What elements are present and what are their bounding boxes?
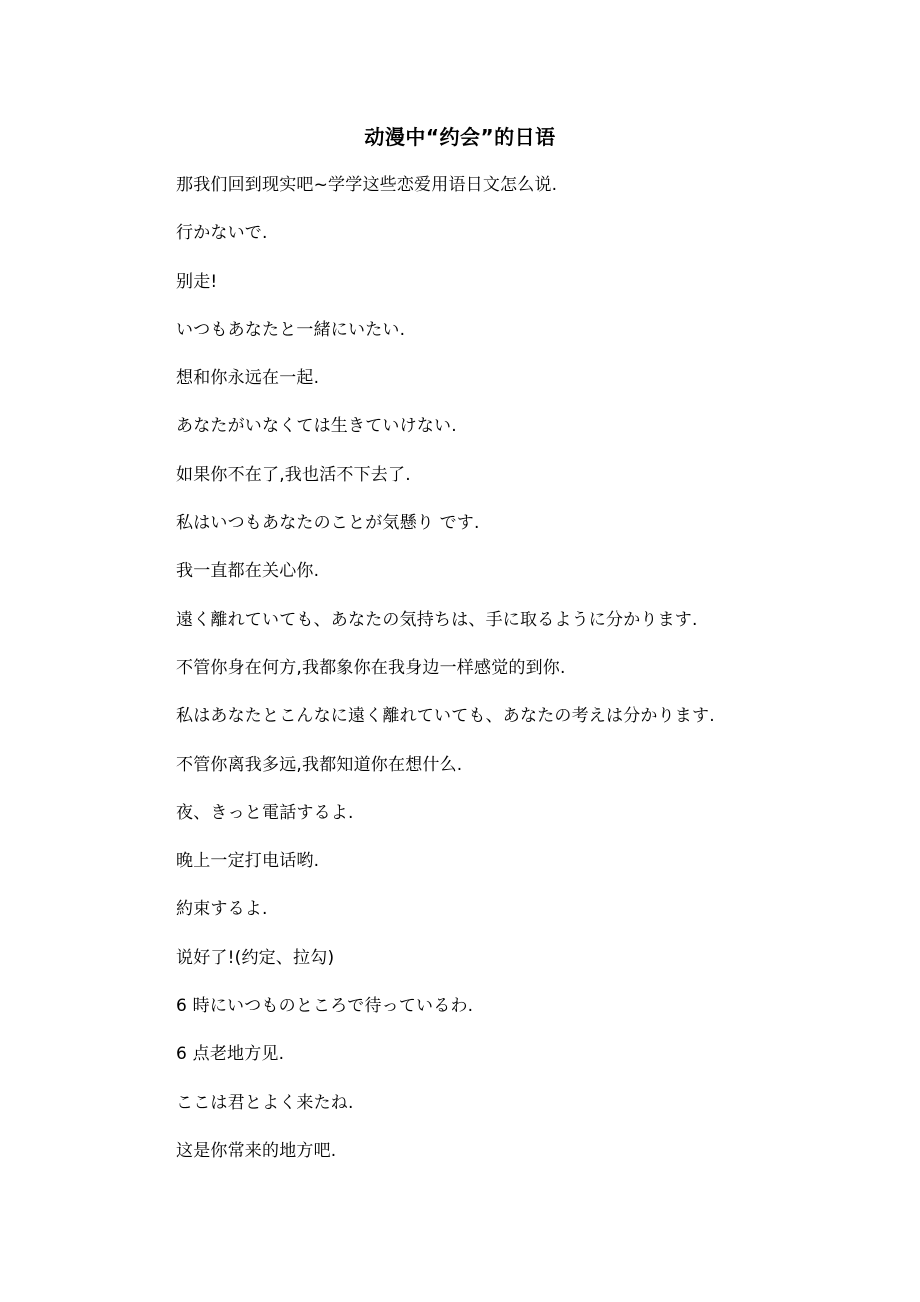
text-line: 这是你常来的地方吧.: [176, 1140, 337, 1161]
text-line: 行かないで.: [176, 223, 268, 244]
phrase-list: [176, 172, 876, 1186]
text-line: 私はいつもあなたのことが気懸り です.: [176, 513, 480, 534]
text-line: 6 時にいつものところで待っているわ.: [176, 996, 474, 1017]
text-line: 遠く離れていても、あなたの気持ちは、手に取るように分かります.: [176, 609, 698, 630]
text-line: 我一直都在关心你.: [176, 561, 320, 582]
text-line: 不管你身在何方,我都象你在我身边一样感觉的到你.: [176, 657, 566, 678]
text-line: 说好了!(约定、拉勾): [176, 947, 335, 968]
text-line: 不管你离我多远,我都知道你在想什么.: [176, 754, 463, 775]
text-line: 私はあなたとこんなに遠く離れていても、あなたの考えは分かります.: [176, 706, 715, 727]
text-line: いつもあなたと一緒にいたい.: [176, 319, 406, 340]
text-line: 那我们回到现实吧~学学这些恋爱用语日文怎么说.: [176, 175, 558, 195]
text-line: 别走!: [176, 271, 218, 292]
text-line: 約束するよ.: [176, 899, 268, 920]
text-line: ここは君とよく来たね.: [176, 1092, 354, 1113]
text-line: 6 点老地方见.: [176, 1044, 285, 1065]
text-line: 想和你永远在一起.: [176, 368, 320, 389]
document-title: 动漫中“约会”的日语: [364, 125, 556, 149]
text-line: 晚上一定打电话哟.: [176, 851, 320, 872]
text-line: あなたがいなくては生きていけない.: [176, 416, 457, 437]
text-line: 如果你不在了,我也活不下去了.: [176, 464, 411, 485]
text-line: 夜、きっと電話するよ.: [176, 802, 354, 823]
